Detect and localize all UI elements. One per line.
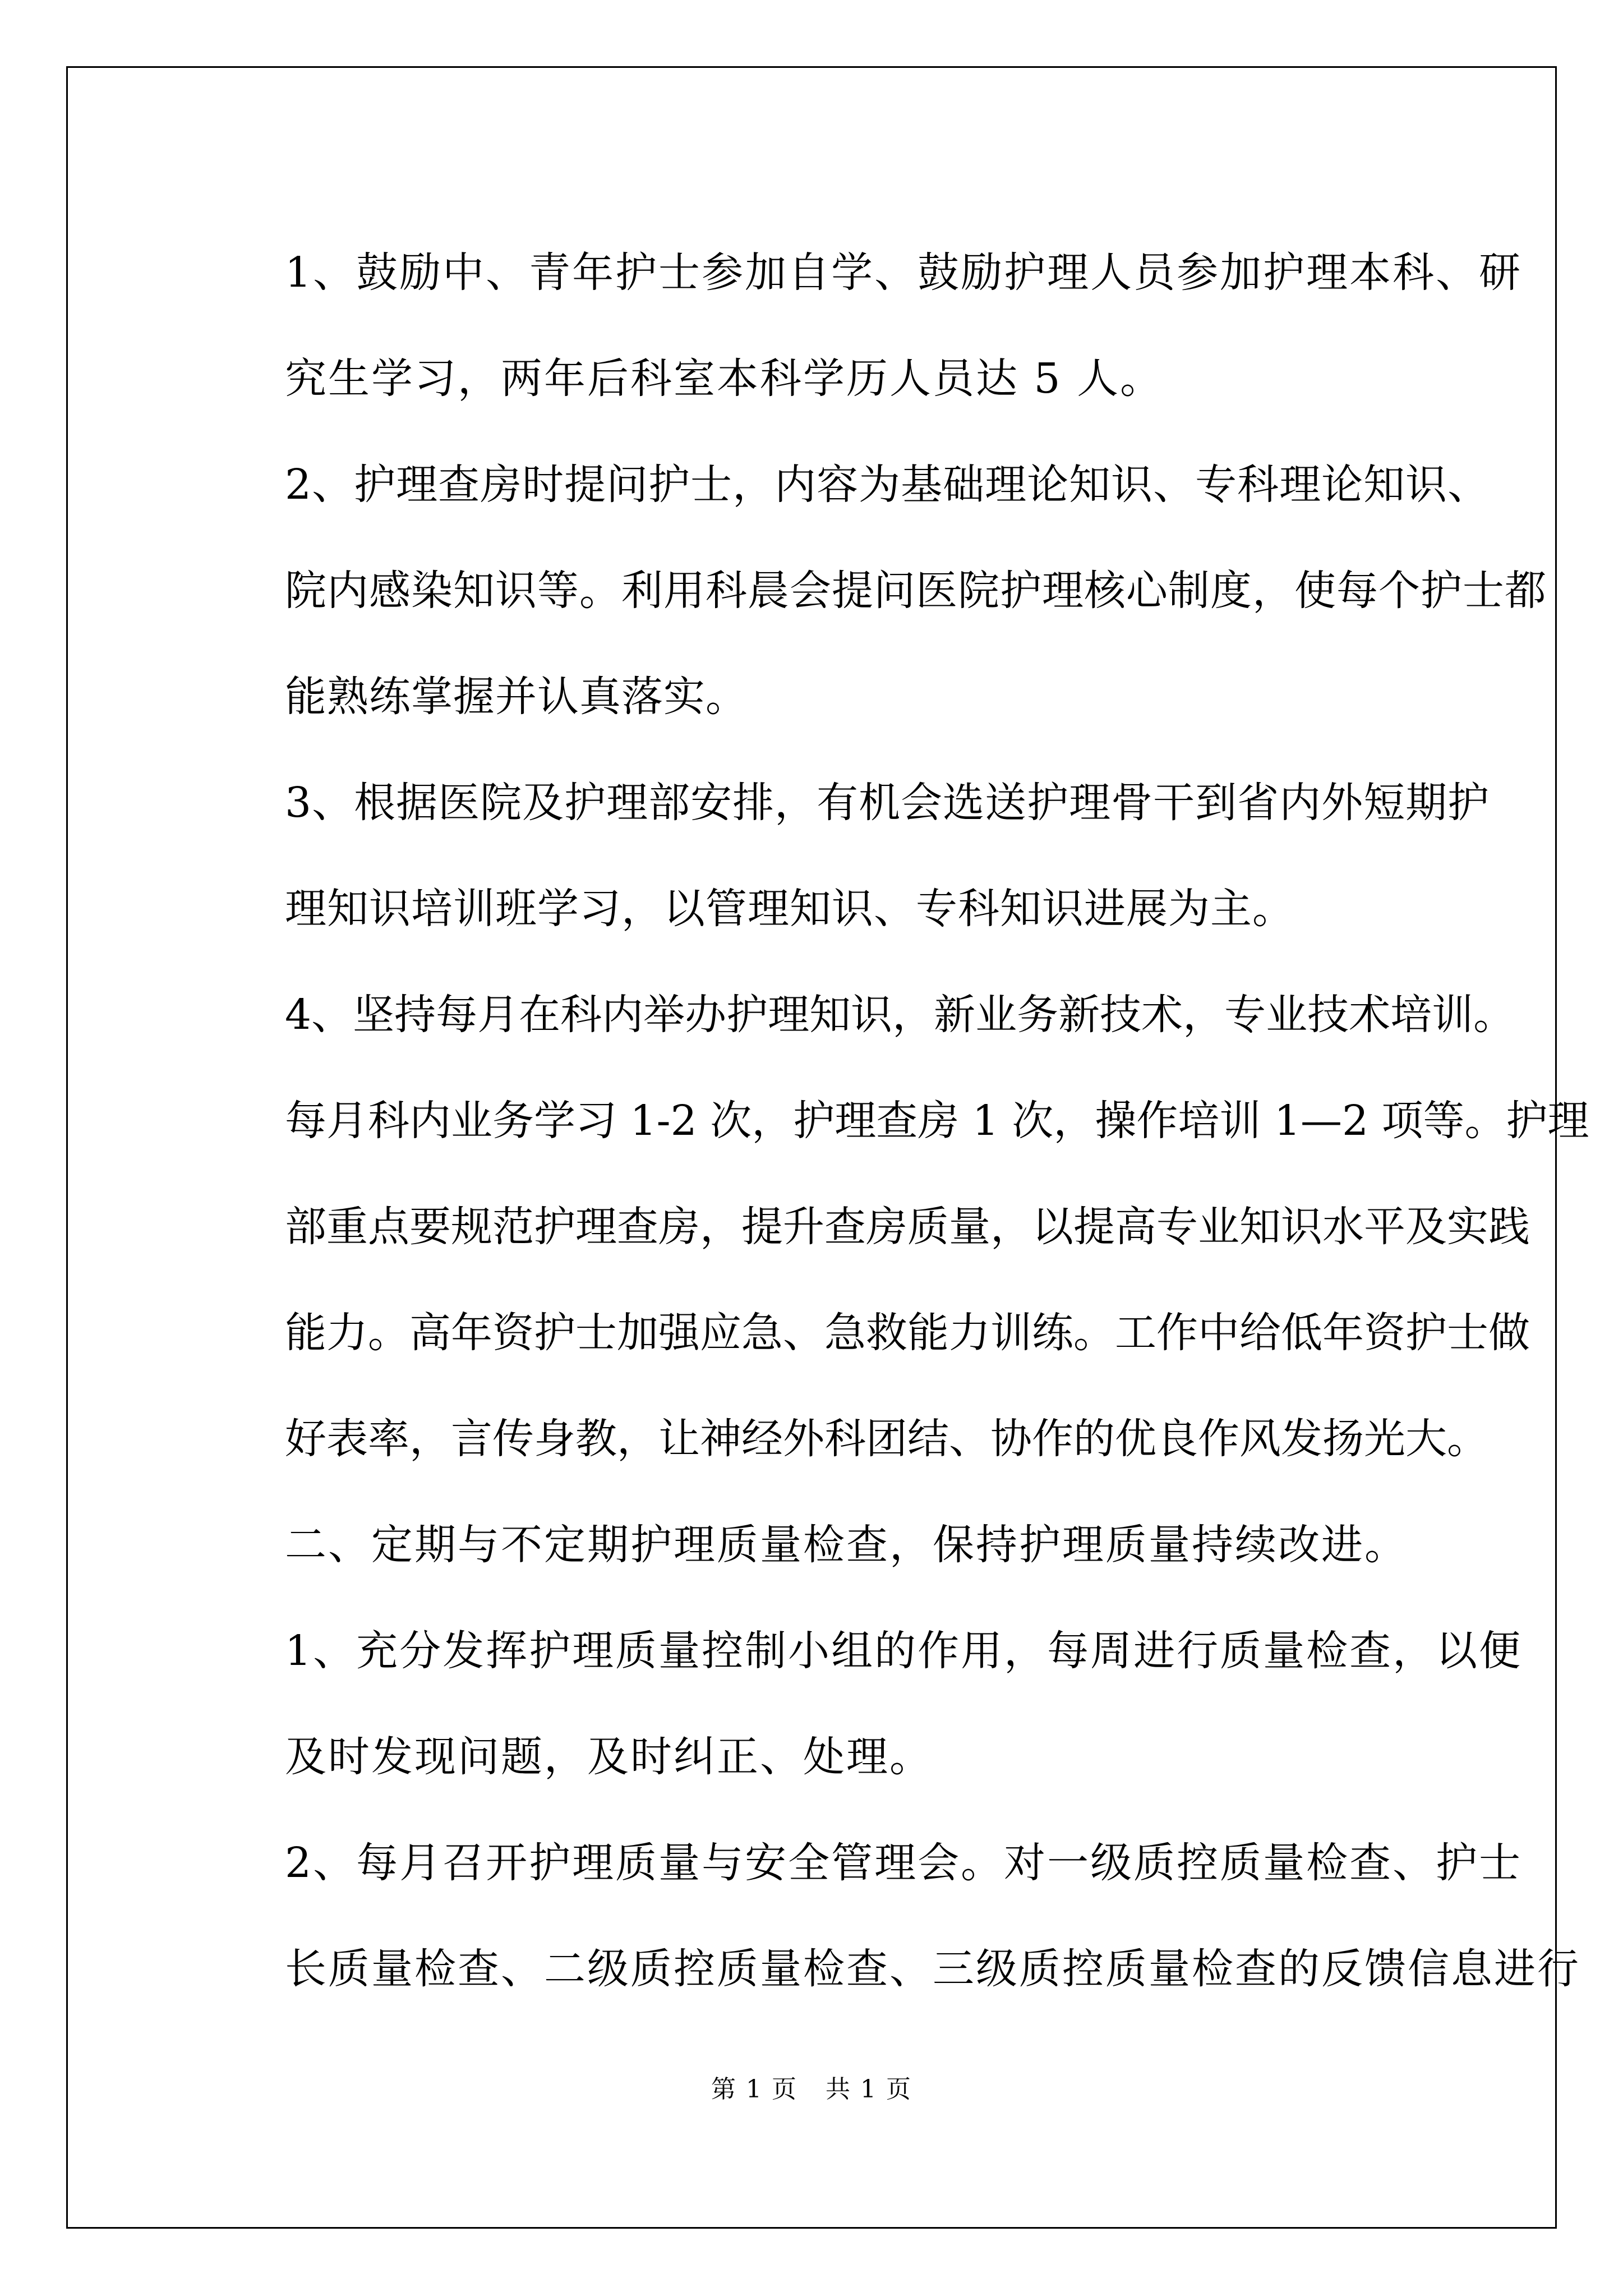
paragraph-line: 3、根据医院及护理部安排，有机会选送护理骨干到省内外短期护 — [285, 779, 1490, 827]
paragraph-line: 长质量检查、二级质控质量检查、三级质控质量检查的反馈信息进行 — [285, 1945, 1580, 1993]
paragraph-line: 好表率，言传身教，让神经外科团结、协作的优良作风发扬光大。 — [285, 1415, 1488, 1463]
paragraph-line: 部重点要规范护理查房，提升查房质量，以提高专业知识水平及实践 — [285, 1203, 1530, 1251]
document-body — [202, 220, 1589, 2022]
section-heading — [202, 1492, 1466, 1598]
paragraph-1 — [202, 220, 1523, 432]
paragraph-line: 4、坚持每月在科内举办护理知识，新业务新技术，专业技术培训。 — [285, 991, 1515, 1039]
paragraph-3 — [202, 750, 1490, 962]
paragraph-line: 能力。高年资护士加强应急、急救能力训练。工作中给低年资护士做 — [285, 1309, 1530, 1357]
paragraph-line: 院内感染知识等。利用科晨会提问医院护理核心制度，使每个护士都 — [285, 567, 1547, 615]
paragraph-2 — [202, 432, 1547, 750]
page-count: 共 1 页 — [826, 2075, 912, 2104]
paragraph-line: 能熟练掌握并认真落实。 — [285, 673, 748, 721]
paragraph-5 — [202, 1598, 1523, 1810]
page-number: 第 1 页 — [711, 2075, 797, 2104]
paragraph-line: 每月科内业务学习 1-2 次，护理查房 1 次，操作培训 1—2 项等。护理 — [285, 1097, 1589, 1145]
paragraph-4 — [202, 962, 1589, 1492]
paragraph-line: 究生学习，两年后科室本科学历人员达 5 人。 — [285, 355, 1164, 403]
paragraph-6 — [202, 1810, 1580, 2022]
page-footer — [0, 2069, 1623, 2105]
paragraph-line: 1、充分发挥护理质量控制小组的作用，每周进行质量检查，以便 — [285, 1627, 1523, 1675]
paragraph-line: 理知识培训班学习，以管理知识、专科知识进展为主。 — [285, 885, 1294, 933]
paragraph-line: 1、鼓励中、青年护士参加自学、鼓励护理人员参加护理本科、研 — [285, 249, 1523, 297]
paragraph-line: 及时发现问题，及时纠正、处理。 — [285, 1733, 933, 1781]
paragraph-line: 2、每月召开护理质量与安全管理会。对一级质控质量检查、护士 — [285, 1839, 1523, 1887]
paragraph-line: 二、定期与不定期护理质量检查，保持护理质量持续改进。 — [285, 1521, 1408, 1569]
paragraph-line: 2、护理查房时提问护士，内容为基础理论知识、专科理论知识、 — [285, 461, 1490, 509]
